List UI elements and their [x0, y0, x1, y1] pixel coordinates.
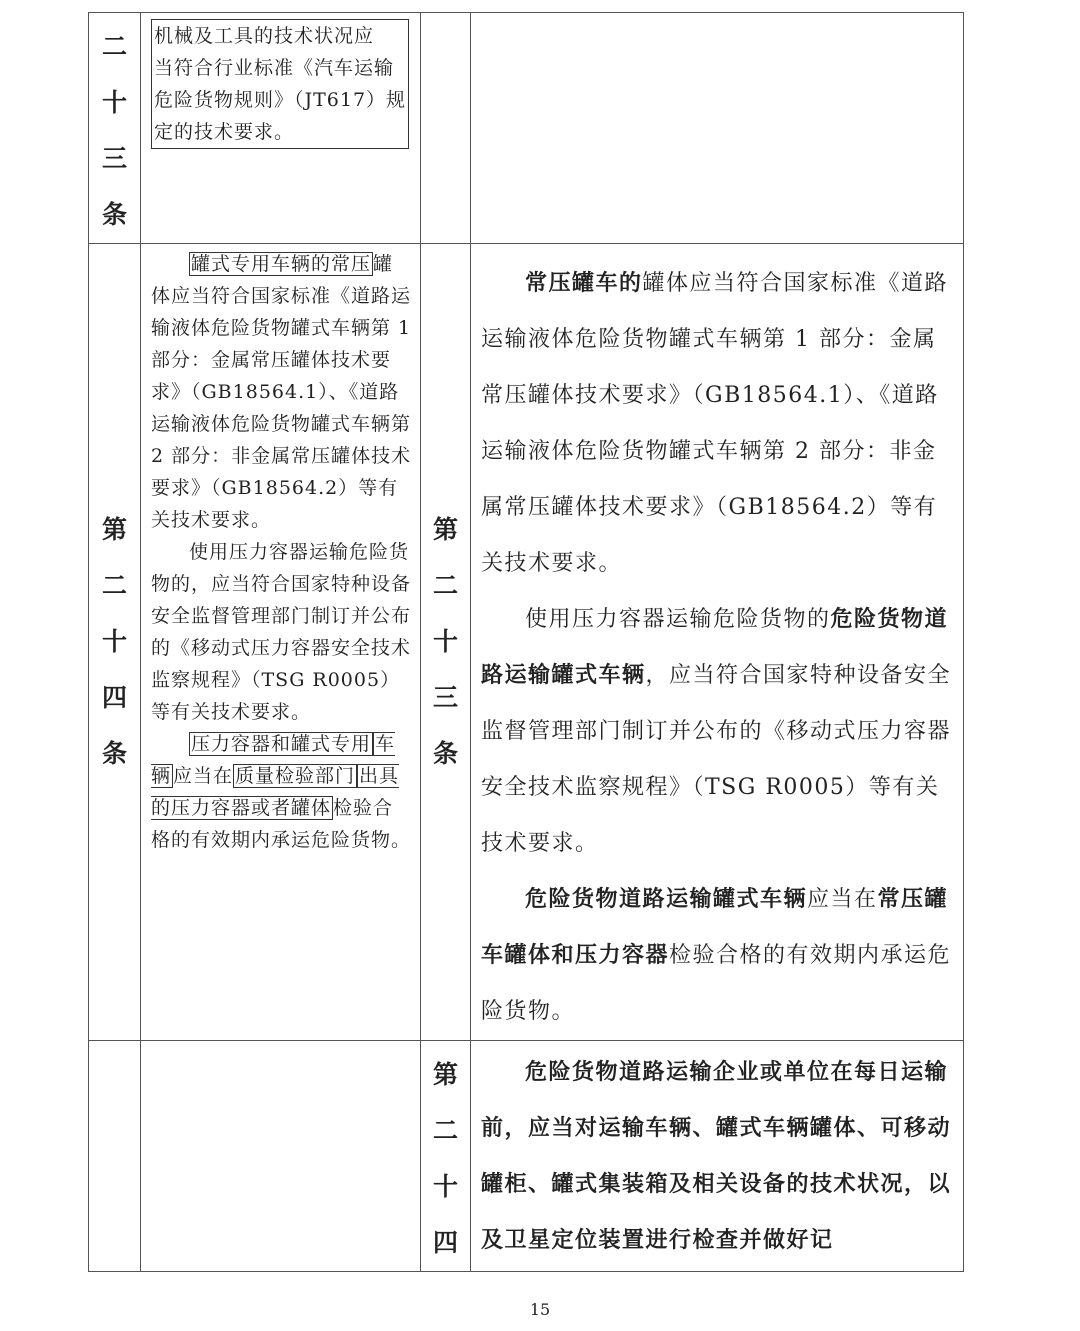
table-row: [89, 244, 964, 1041]
old-paragraph: 罐式专用车辆的常压 罐体应当符合国家标准《道路运输液体危险货物罐式车辆第 1 部分：金属常压罐体技术要求》（GB18564.1）、《道路运输液体危险货物罐式车辆第 2 部分：非金属常压罐体技术要求》（GB18564.2）等有关技术要求。: [151, 253, 412, 531]
new-paragraph: 危险货物道路运输罐式车辆应当在常压罐车罐体和压力容器检验合格的有效期内承运危险货物。: [481, 887, 952, 1024]
new-article-number: 第 二 十 三 条: [432, 515, 458, 768]
comparison-table: [88, 12, 964, 1272]
new-article-number: 第 二 十 四: [432, 1060, 458, 1257]
old-paragraph: 使用压力容器运输危险货物的，应当符合国家特种设备安全监督管理部门制订并公布的《移动式压力容器安全技术监察规程》（TSG R0005）等有关技术要求。: [151, 541, 412, 723]
new-paragraph: 危险货物道路运输企业或单位在每日运输前，应当对运输车辆、罐式车辆罐体、可移动罐柜、罐式集装箱及相关设备的技术状况，以及卫星定位装置进行检查并做好记: [481, 1060, 952, 1253]
table-row: [89, 13, 964, 244]
new-paragraph: 常压罐车的罐体应当符合国家标准《道路运输液体危险货物罐式车辆第 1 部分：金属常压罐体技术要求》（GB18564.1）、《道路运输液体危险货物罐式车辆第 2 部分：非金属常压罐体技术要求》（GB18564.2）等有关技术要求。: [481, 271, 949, 576]
table-row: [89, 1041, 964, 1272]
new-paragraph: 使用压力容器运输危险货物的危险货物道路运输罐式车辆，应当符合国家特种设备安全监督管理部门制订并公布的《移动式压力容器安全技术监察规程》（TSG R0005）等有关技术要求。: [481, 607, 952, 856]
new-text-cell: [471, 13, 964, 244]
page-number: 15: [529, 1300, 551, 1319]
old-article-cell: [89, 244, 141, 1041]
new-text-cell: [471, 244, 964, 1041]
old-text-cell: [141, 13, 421, 244]
old-article-cell: [89, 1041, 141, 1272]
old-text-cell: [141, 1041, 421, 1272]
new-text-cell: [471, 1041, 964, 1272]
old-paragraph: 压力容器和罐式专用 车辆 应当在 质量检验部门 出具的压力容器或者罐体 检验合格的有效期内承运危险货物。: [151, 733, 412, 851]
old-article-number: 第 二 十 四 条: [101, 515, 127, 768]
new-article-cell: [421, 1041, 471, 1272]
old-article-cell: [89, 13, 141, 244]
old-text-cell: [141, 244, 421, 1041]
new-article-cell: [421, 244, 471, 1041]
old-text-boxed: 机械及工具的技术状况应 当符合行业标准《汽车运输 危险货物规则》（JT617）规 定的技术要求。: [151, 19, 409, 149]
old-article-number: 二 十 三 条: [101, 32, 127, 229]
new-article-cell: [421, 13, 471, 244]
